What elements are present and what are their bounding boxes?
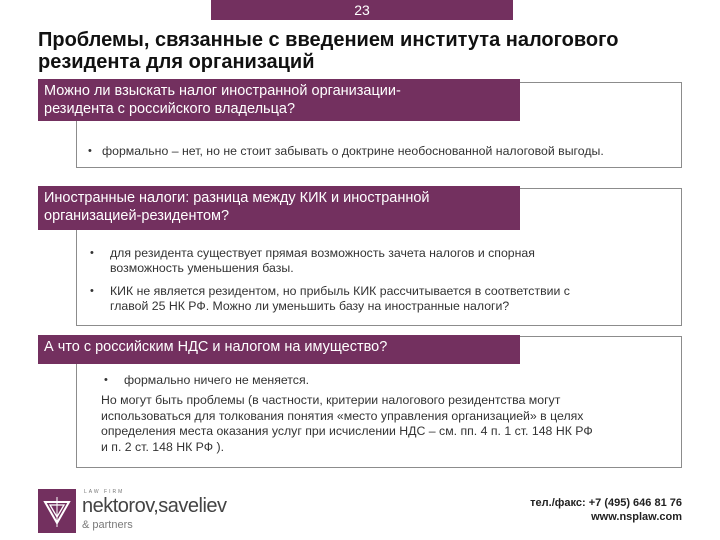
bullet-dot: • [90,247,94,259]
title-line-2: резидента для организаций [38,51,315,73]
bullet-text: для резидента существует прямая возможность зачета налогов и спорная [110,246,535,260]
question-line: Иностранные налоги: разница между КИК и иностранной [44,190,430,206]
question-line: Можно ли взыскать налог иностранной организации- [44,83,401,99]
bullet-text: КИК не является резидентом, но прибыль КИК рассчитывается в соответствии с [110,284,570,298]
section-2-question [38,186,520,230]
website-link[interactable]: www.nsplaw.com [591,511,682,523]
paragraph-line: определения места оказания услуг при исчислении НДС – см. пп. 4 п. 1 ст. 148 НК РФ [101,424,593,438]
logo-firm-name: nektorov,saveliev [82,495,227,517]
section-3-question [38,335,520,364]
question-line: А что с российским НДС и налогом на имущество? [44,339,388,355]
bullet-text: возможность уменьшения базы. [110,261,294,275]
phone-fax: тел./факс: +7 (495) 646 81 76 [530,497,682,509]
logo-top-text: LAW FIRM [84,489,125,495]
bullet-dot: • [90,285,94,297]
bullet-dot: • [88,145,92,157]
section-3-paragraph [101,393,593,455]
bullet-text: формально – нет, но не стоит забывать о доктрине необоснованной налоговой выгоды. [102,144,604,158]
question-line: резидента с российского владельца? [44,101,296,117]
logo-emblem-icon [38,489,76,533]
bullet-text: главой 25 НК РФ. Можно ли уменьшить базу на иностранные налоги? [110,299,510,313]
question-line: организацией-резидентом? [44,208,230,224]
page-title [38,29,678,73]
bullet-dot: • [104,374,108,386]
paragraph-line: и п. 2 ст. 148 НК РФ ). [101,439,225,454]
firm-logo [38,489,227,533]
bullet-text: формально ничего не меняется. [124,373,310,387]
slide-number: 23 [211,0,513,20]
footer-contacts [530,496,682,524]
section-1-question [38,79,520,121]
paragraph-line: использоваться для толкования понятия «место управления организацией» в целях [101,408,584,423]
title-line-1: Проблемы, связанные с введением института налогового [38,29,619,51]
logo-firm-sub: & partners [82,519,133,531]
paragraph-line: Но могут быть проблемы (в частности, критерии налогового резидентства могут [101,393,561,407]
